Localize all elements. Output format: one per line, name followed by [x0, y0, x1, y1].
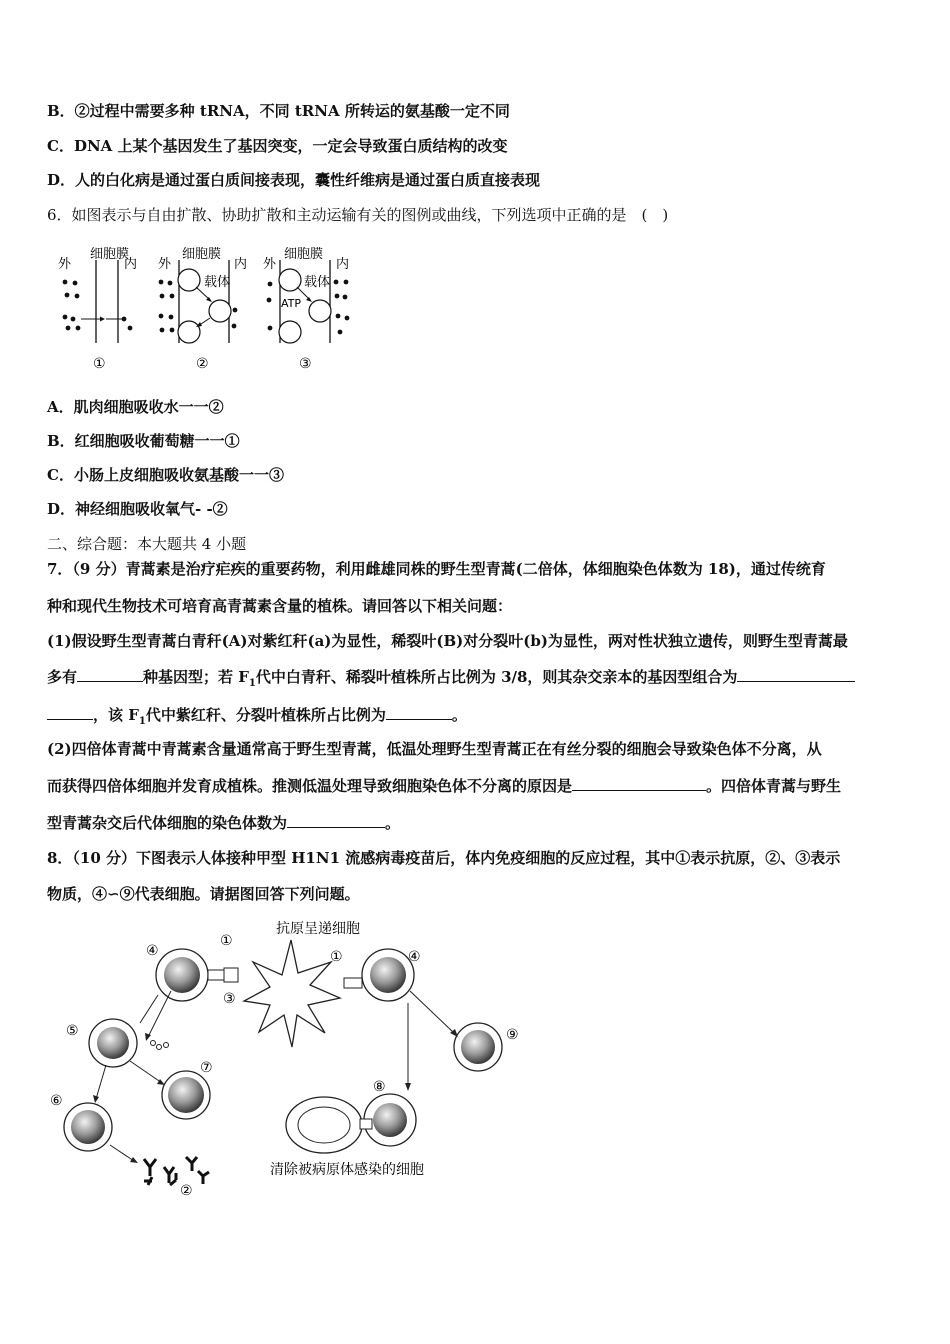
- q7-line-5: ，该 $F_1$代中紫红秆、分裂叶植株所占比例为 。: [47, 705, 467, 732]
- q6-option-d: D．神经细胞吸收氧气- -②: [47, 500, 228, 518]
- membrane-label: 细胞膜: [90, 247, 130, 262]
- svg-text:⑨: ⑨: [506, 1027, 519, 1043]
- blank-chromosome-number[interactable]: [287, 813, 385, 828]
- carrier-label: 载体: [204, 275, 231, 290]
- panel-active-transport: [263, 247, 349, 372]
- inside-label: 内: [124, 257, 138, 272]
- q8-line-2: 物质，④∽⑨代表细胞。请据图回答下列问题。: [47, 885, 360, 903]
- svg-text:外: 外: [158, 257, 172, 272]
- blank-parent-genotypes[interactable]: [737, 667, 855, 682]
- q8-line-1: 8．（10 分）下图表示人体接种甲型 H1N1 流感病毒疫苗后，体内免疫细胞的反应过程，其中①表示抗原，②、③表示: [47, 849, 841, 867]
- q7-line-7: 而获得四倍体细胞并发育成植株。推测低温处理导致细胞染色体不分离的原因是 。四倍体青蒿与野生: [47, 777, 842, 795]
- q6-option-b: B．红细胞吸收葡萄糖一一①: [47, 432, 240, 450]
- blank-parent-genotypes-cont[interactable]: [47, 705, 93, 720]
- membrane-transport-figure: [48, 240, 368, 375]
- svg-text:①: ①: [330, 949, 343, 965]
- q7-line-3: (1)假设野生型青蒿白青秆(A)对紫红秆(a)为显性，稀裂叶(B)对分裂叶(b)为显性，两对性状独立遗传，则野生型青蒿最: [47, 632, 848, 650]
- svg-text:细胞膜: 细胞膜: [284, 247, 324, 262]
- svg-text:外: 外: [263, 257, 277, 272]
- blank-low-temp-reason[interactable]: [572, 776, 706, 791]
- panel-facilitated-diffusion: [158, 247, 247, 372]
- q6-stem: 6．如图表示与自由扩散、协助扩散和主动运输有关的图例或曲线，下列选项中正确的是 ( ): [47, 206, 669, 224]
- q5-option-b: B．②过程中需要多种 tRNA，不同 tRNA 所转运的氨基酸一定不同: [47, 102, 510, 120]
- svg-text:⑥: ⑥: [50, 1093, 63, 1109]
- q6-option-a: A．肌肉细胞吸收水一一②: [47, 398, 224, 416]
- svg-text:内: 内: [336, 257, 350, 272]
- clear-label: 清除被病原体感染的细胞: [270, 1162, 424, 1178]
- svg-text:⑦: ⑦: [200, 1060, 213, 1076]
- q7-line-4: 多有 种基因型；若 $F_1$代中白青秆、稀裂叶植株所占比例为 3/8，则其杂交亲本的基因型组合为: [47, 667, 855, 694]
- blank-purple-dissected-ratio[interactable]: [386, 705, 452, 720]
- immune-response-figure: [48, 915, 538, 1205]
- svg-text:内: 内: [234, 257, 248, 272]
- cell-4-right: [330, 949, 421, 1001]
- apc-label: 抗原呈递细胞: [276, 921, 360, 937]
- svg-text:①: ①: [220, 933, 233, 949]
- cell-6: [50, 1093, 112, 1151]
- svg-text:④: ④: [408, 949, 421, 965]
- q7-line-1: 7．（9 分）青蒿素是治疗疟疾的重要药物，利用雌雄同株的野生型青蒿(二倍体，体细胞染色体数为 18)，通过传统育: [47, 560, 826, 578]
- panel2-label: ②: [196, 356, 209, 372]
- outside-label: 外: [58, 257, 72, 272]
- svg-text:④: ④: [146, 943, 159, 959]
- cell-7: [162, 1060, 213, 1119]
- antibodies: [144, 1157, 209, 1185]
- blank-genotype-count[interactable]: [77, 667, 143, 682]
- infected-target-cell: [286, 1097, 372, 1153]
- svg-text:⑤: ⑤: [66, 1023, 79, 1039]
- svg-text:③: ③: [223, 991, 236, 1007]
- panel3-label: ③: [299, 356, 312, 372]
- atp-label: ATP: [281, 297, 302, 310]
- q7-line-6: (2)四倍体青蒿中青蒿素含量通常高于野生型青蒿，低温处理野生型青蒿正在有丝分裂的细胞会导致染色体不分离，从: [47, 740, 822, 758]
- cell-4-left: [146, 933, 238, 1007]
- svg-text:细胞膜: 细胞膜: [182, 247, 222, 262]
- svg-text:⑧: ⑧: [373, 1079, 386, 1095]
- cell-9: [454, 1023, 519, 1071]
- section-2-heading: 二、综合题：本大题共 4 小题: [47, 535, 247, 553]
- q7-line-8: 型青蒿杂交后代体细胞的染色体数为 。: [47, 814, 401, 832]
- svg-text:②: ②: [180, 1183, 193, 1199]
- q6-option-c: C．小肠上皮细胞吸收氨基酸一一③: [47, 466, 284, 484]
- svg-text:载体: 载体: [304, 275, 331, 290]
- panel-free-diffusion: [58, 247, 137, 372]
- q5-option-d: D．人的白化病是通过蛋白质间接表现，囊性纤维病是通过蛋白质直接表现: [47, 171, 541, 189]
- panel1-label: ①: [93, 356, 106, 372]
- q7-line-2: 种和现代生物技术可培育高青蒿素含量的植株。请回答以下相关问题：: [47, 597, 513, 615]
- q5-option-c: C．DNA 上某个基因发生了基因突变，一定会导致蛋白质结构的改变: [47, 137, 508, 155]
- antigen-presenting-cell: [244, 920, 360, 1047]
